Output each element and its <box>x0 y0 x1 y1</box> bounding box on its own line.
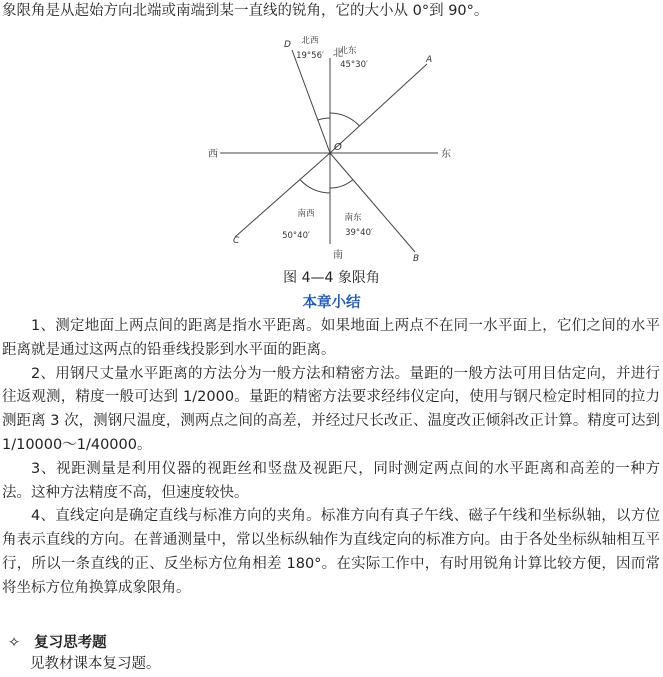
line-od <box>292 50 330 153</box>
west-label: 西 <box>208 149 218 160</box>
arc-se <box>330 180 353 189</box>
point-b-label: B <box>413 254 420 264</box>
east-label: 东 <box>441 149 451 160</box>
review-body-text: 见教材课本复习题。 <box>30 656 161 672</box>
line-oa <box>330 64 427 153</box>
summary-paragraph-3: 3、视距测量是利用仪器的视距丝和竖盘及视距尺，同时测定两点间的水平距离和高差的一种方法。这种方法精度不高，但速度较快。 <box>2 460 660 501</box>
figure-caption: 图 4—4 象限角 <box>283 270 380 286</box>
summary-section <box>2 315 660 601</box>
summary-paragraph-1: 1、测定地面上两点间的距离是指水平距离。如果地面上两点不在同一水平面上，它们之间的水平距离就是通过这两点的铅垂线投影到水平面的距离。 <box>2 318 660 358</box>
point-d-label: D <box>284 40 291 50</box>
point-c-label: C <box>233 236 240 246</box>
sw-name-label: 南西 <box>297 209 315 219</box>
intro-text: 象限角是从起始方向北端或南端到某一直线的锐角，它的大小从 0°到 90°。 <box>2 3 489 19</box>
arc-nw <box>318 118 330 120</box>
quadrant-angle-figure <box>205 36 455 266</box>
quadrant-diagram <box>205 36 455 266</box>
summary-paragraph-2: 2、用钢尺丈量水平距离的方法分为一般方法和精密方法。量距的一般方法可用目估定向，并进行往返观测，精度一般可达到 1/2000。量距的精密方法要求经纬仪定向，使用与钢尺检定时相同的拉力测距离 3 次，测钢尺温度，测两点之间的高差，并经过尺长改正、温度改正倾斜改正计算。精度可达到 1/10000～1/40000。 <box>2 365 660 453</box>
north-label: 北 <box>333 48 343 59</box>
arc-ne <box>330 113 360 126</box>
review-heading <box>8 633 107 653</box>
line-oc <box>235 153 330 237</box>
sw-angle-label: 50°40′ <box>282 231 310 241</box>
point-a-label: A <box>426 55 433 65</box>
summary-title: 本章小结 <box>302 295 361 311</box>
nw-name-label: 北西 <box>301 36 319 46</box>
arc-sw <box>300 180 330 194</box>
south-label: 南 <box>333 250 343 261</box>
ne-name-label: 北东 <box>339 46 357 56</box>
review-title-text: 复习思考题 <box>34 634 107 651</box>
diamond-bullet-icon: ✧ <box>8 635 21 651</box>
origin-label: O <box>334 142 342 153</box>
nw-angle-label: 19°56′ <box>296 51 324 61</box>
ne-angle-label: 45°30′ <box>340 60 368 70</box>
summary-paragraph-4: 4、直线定向是确定直线与标准方向的夹角。标准方向有真子午线、磁子午线和坐标纵轴，以方位角表示直线的方向。在普通测量中，常以坐标纵轴作为直线定向的标准方向。由于各处坐标纵轴相互平行，所以一条直线的正、反坐标方位角相差 180°。在实际工作中，有时用锐角计算比较方便，因而常将坐标方位角换算成象限角。 <box>2 508 660 596</box>
se-name-label: 南东 <box>344 213 362 223</box>
se-angle-label: 39°40′ <box>345 228 373 238</box>
